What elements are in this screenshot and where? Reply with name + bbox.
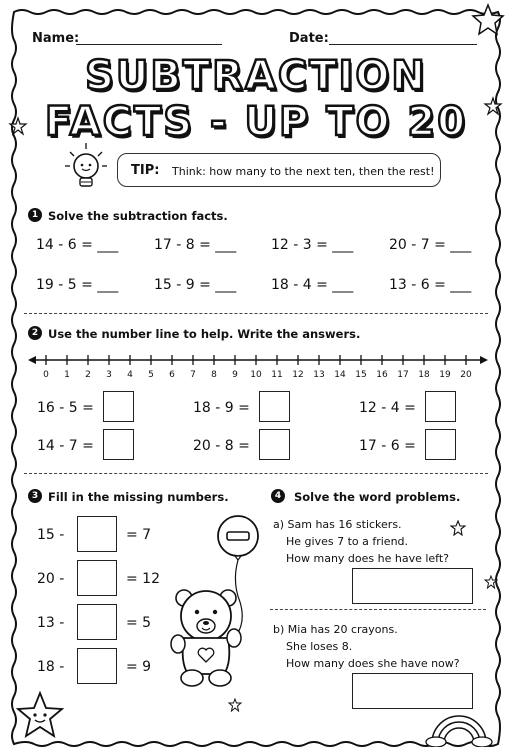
- numberline-problem: 14 - 7 =: [37, 438, 94, 454]
- number-line-label: 17: [397, 370, 409, 380]
- fact-problem[interactable]: 17 - 8 = ___: [154, 237, 237, 253]
- section-number: 3: [28, 489, 42, 503]
- number-line-label: 10: [250, 370, 262, 380]
- missing-number-right: = 12: [126, 571, 160, 587]
- number-line-label: 15: [355, 370, 367, 380]
- fact-problem[interactable]: 12 - 3 = ___: [271, 237, 354, 253]
- rainbow-icon: [424, 705, 494, 747]
- number-line-label: 7: [190, 370, 196, 380]
- missing-number-left: 15 -: [37, 527, 65, 543]
- number-line-label: 3: [106, 370, 112, 380]
- word-problem-answer-box[interactable]: [352, 568, 473, 604]
- number-line-label: 1: [64, 370, 70, 380]
- date-label: Date:: [289, 31, 329, 46]
- missing-number-left: 13 -: [37, 615, 65, 631]
- word-problem-text: She loses 8.: [286, 640, 353, 653]
- section-number: 1: [28, 208, 42, 222]
- name-label: Name:: [32, 31, 80, 46]
- number-line-label: 19: [439, 370, 451, 380]
- number-line-label: 16: [376, 370, 388, 380]
- word-problem-text: How many does she have now?: [286, 657, 460, 670]
- missing-number-right: = 9: [126, 659, 152, 675]
- star-icon: [484, 575, 498, 589]
- number-line-label: 18: [418, 370, 430, 380]
- number-line-label: 14: [334, 370, 346, 380]
- section-title: Fill in the missing numbers.: [48, 490, 229, 504]
- tip-label: TIP:: [131, 163, 160, 178]
- missing-number-box[interactable]: [77, 560, 117, 596]
- missing-number-right: = 7: [126, 527, 152, 543]
- page-title-line2: FACTS - UP TO 20: [44, 99, 468, 145]
- numberline-problem: 12 - 4 =: [359, 400, 416, 416]
- answer-box[interactable]: [425, 391, 456, 422]
- section-title: Solve the subtraction facts.: [48, 209, 228, 223]
- number-line-label: 12: [292, 370, 304, 380]
- numberline-problem: 20 - 8 =: [193, 438, 250, 454]
- section-divider: [24, 473, 488, 474]
- missing-number-box[interactable]: [77, 604, 117, 640]
- section-divider: [24, 313, 488, 314]
- section-number: 2: [28, 326, 42, 340]
- number-line-label: 0: [43, 370, 49, 380]
- answer-box[interactable]: [259, 391, 290, 422]
- teddy-bear-with-minus-balloon-icon: [170, 512, 270, 702]
- numberline-problem: 16 - 5 =: [37, 400, 94, 416]
- number-line-label: 9: [232, 370, 238, 380]
- number-line-label: 4: [127, 370, 133, 380]
- missing-number-left: 20 -: [37, 571, 65, 587]
- number-line-label: 6: [169, 370, 175, 380]
- missing-number-box[interactable]: [77, 516, 117, 552]
- star-icon: [450, 520, 466, 536]
- number-line-label: 5: [148, 370, 154, 380]
- tip-text: Think: how many to the next ten, then the rest!: [172, 165, 435, 178]
- missing-number-left: 18 -: [37, 659, 65, 675]
- fact-problem[interactable]: 13 - 6 = ___: [389, 277, 472, 293]
- star-icon: [470, 2, 506, 38]
- missing-number-box[interactable]: [77, 648, 117, 684]
- word-problem-text: a) Sam has 16 stickers.: [273, 518, 402, 531]
- section-title: Solve the word problems.: [294, 490, 461, 504]
- word-problem-text: How many does he have left?: [286, 552, 450, 565]
- name-field[interactable]: [76, 44, 222, 45]
- fact-problem[interactable]: 20 - 7 = ___: [389, 237, 472, 253]
- answer-box[interactable]: [259, 429, 290, 460]
- date-field[interactable]: [329, 44, 477, 45]
- section-divider: [270, 609, 486, 610]
- word-problem-answer-box[interactable]: [352, 673, 473, 709]
- number-line-label: 20: [460, 370, 472, 380]
- fact-problem[interactable]: 15 - 9 = ___: [154, 277, 237, 293]
- number-line-label: 11: [271, 370, 283, 380]
- answer-box[interactable]: [425, 429, 456, 460]
- answer-box[interactable]: [103, 429, 134, 460]
- fact-problem[interactable]: 14 - 6 = ___: [36, 237, 119, 253]
- section-number: 4: [271, 489, 285, 503]
- smiling-star-icon: [14, 690, 66, 742]
- word-problem-text: He gives 7 to a friend.: [286, 535, 409, 548]
- lightbulb-icon: [62, 140, 110, 196]
- number-line-label: 13: [313, 370, 325, 380]
- missing-number-right: = 5: [126, 615, 152, 631]
- number-line-label: 2: [85, 370, 91, 380]
- fact-problem[interactable]: 19 - 5 = ___: [36, 277, 119, 293]
- section-title: Use the number line to help. Write the answers.: [48, 327, 361, 341]
- number-line-label: 8: [211, 370, 217, 380]
- word-problem-text: b) Mia has 20 crayons.: [273, 623, 398, 636]
- answer-box[interactable]: [103, 391, 134, 422]
- page-title-line1: SUBTRACTION: [85, 53, 427, 99]
- fact-problem[interactable]: 18 - 4 = ___: [271, 277, 354, 293]
- numberline-problem: 18 - 9 =: [193, 400, 250, 416]
- numberline-problem: 17 - 6 =: [359, 438, 416, 454]
